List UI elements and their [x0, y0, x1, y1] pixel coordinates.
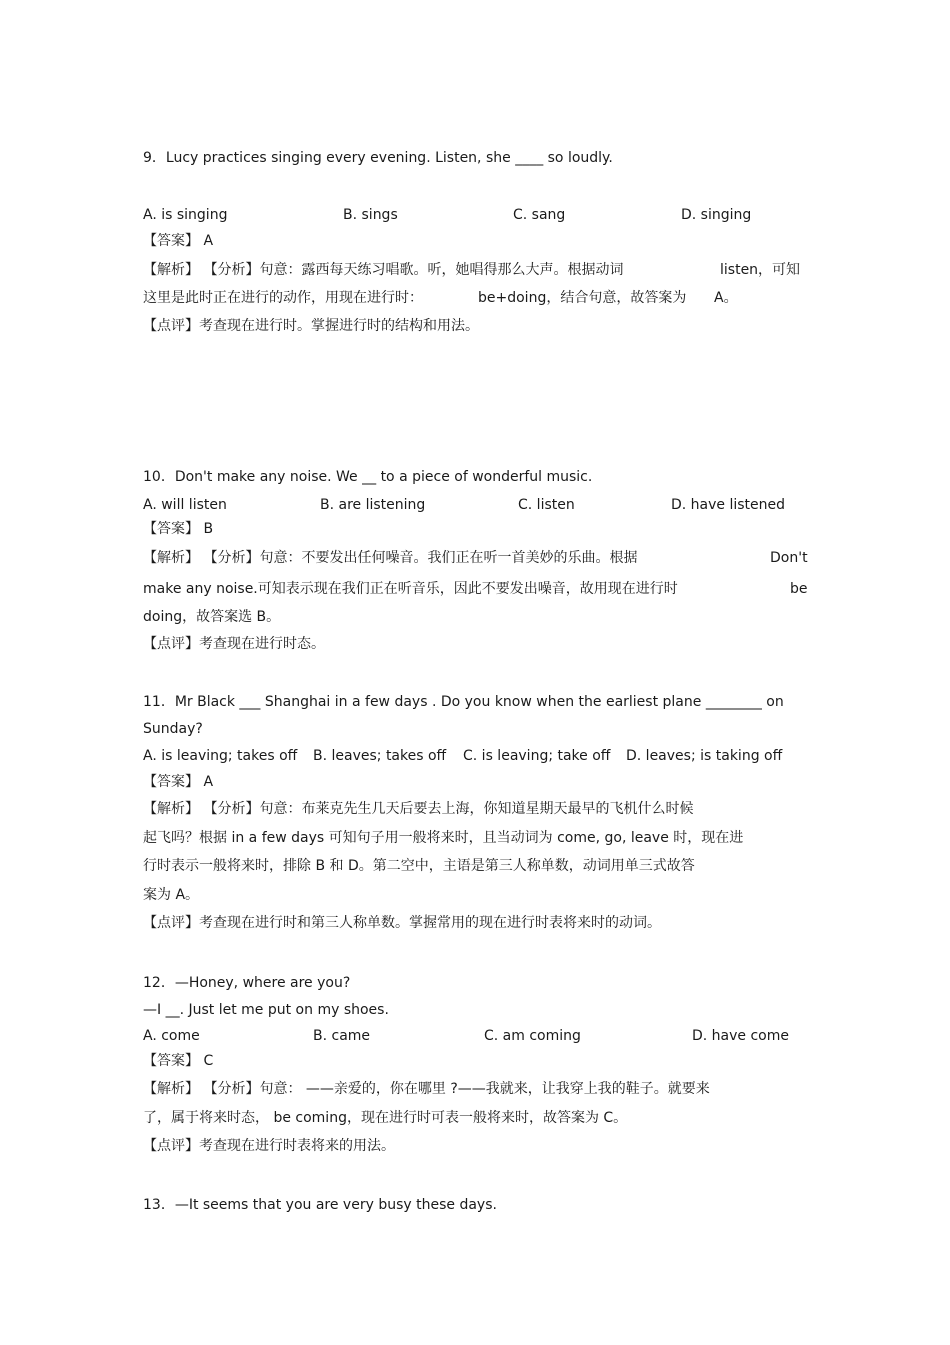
question-10-analysis-line-2-end: be	[790, 581, 808, 597]
question-10-option-a: A. will listen	[143, 497, 227, 513]
question-9-comment: 【点评】考查现在进行时。掌握进行时的结构和用法。	[143, 318, 479, 334]
question-10-comment: 【点评】考查现在进行时态。	[143, 636, 325, 652]
question-10-analysis-line-2: make any noise.可知表示现在我们正在听音乐，因此不要发出噪音，故用现在进行时	[143, 581, 678, 597]
question-12-option-a: A. come	[143, 1028, 200, 1044]
question-10-option-b: B. are listening	[320, 497, 426, 513]
question-12-option-c: C. am coming	[484, 1028, 581, 1044]
question-11-comment: 【点评】考查现在进行时和第三人称单数。掌握常用的现在进行时表将来时的动词。	[143, 915, 661, 931]
question-10-analysis-line-1: 【解析】 【分析】句意：不要发出任何噪音。我们正在听一首美妙的乐曲。根据	[143, 550, 638, 566]
question-10-answer: 【答案】 B	[143, 521, 214, 537]
question-9-analysis-line-1-end: listen，可知	[720, 262, 801, 278]
question-9-answer: 【答案】 A	[143, 233, 214, 249]
question-10-analysis-line-3: doing，故答案选 B。	[143, 609, 281, 625]
question-11-analysis-line-4: 案为 A。	[143, 887, 200, 903]
question-12-text-continued: —I __. Just let me put on my shoes.	[143, 1002, 389, 1018]
question-11-text-continued: Sunday?	[143, 721, 203, 737]
question-13-text: 13．—It seems that you are very busy these days.	[143, 1197, 497, 1213]
question-12-text: 12．—Honey, where are you?	[143, 975, 351, 991]
question-12-option-d: D. have come	[692, 1028, 789, 1044]
question-9-analysis-line-2-end: A。	[714, 290, 738, 306]
question-11-option-c: C. is leaving; take off	[463, 748, 611, 764]
question-11-analysis-line-2: 起飞吗？根据 in a few days 可知句子用一般将来时，且当动词为 come, go, leave 时，现在进	[143, 830, 744, 846]
question-9-analysis-line-1: 【解析】 【分析】句意：露西每天练习唱歌。听，她唱得那么大声。根据动词	[143, 262, 624, 278]
question-10-option-d: D. have listened	[671, 497, 786, 513]
question-9-option-a: A. is singing	[143, 207, 228, 223]
question-10-analysis-line-1-end: Don't	[770, 550, 808, 566]
question-11-analysis-line-3: 行时表示一般将来时，排除 B 和 D。第二空中，主语是第三人称单数，动词用单三式故答	[143, 858, 695, 874]
question-11-text: 11．Mr Black ___ Shanghai in a few days . Do you know when the earliest plane ________ on	[143, 694, 784, 710]
question-12-option-b: B. came	[313, 1028, 371, 1044]
question-12-analysis-line-2: 了，属于将来时态， be coming，现在进行时可表一般将来时，故答案为 C。	[143, 1110, 628, 1126]
question-11-analysis-line-1: 【解析】 【分析】句意：布莱克先生几天后要去上海，你知道星期天最早的飞机什么时候	[143, 801, 694, 817]
question-11-option-a: A. is leaving; takes off	[143, 748, 298, 764]
question-10-option-c: C. listen	[518, 497, 575, 513]
question-9-option-d: D. singing	[681, 207, 752, 223]
question-11-answer: 【答案】 A	[143, 774, 214, 790]
question-12-analysis-line-1: 【解析】 【分析】句意： ——亲爱的，你在哪里 ?——我就来，让我穿上我的鞋子。就要来	[143, 1081, 710, 1097]
question-9-option-b: B. sings	[343, 207, 398, 223]
question-9-text: 9．Lucy practices singing every evening. Listen, she ____ so loudly.	[143, 150, 613, 166]
question-9-option-c: C. sang	[513, 207, 566, 223]
question-9-analysis-line-2-mid: be+doing，结合句意，故答案为	[478, 290, 687, 306]
question-12-answer: 【答案】 C	[143, 1053, 214, 1069]
question-10-text: 10．Don't make any noise. We __ to a piece of wonderful music.	[143, 469, 593, 485]
question-12-comment: 【点评】考查现在进行时表将来的用法。	[143, 1138, 395, 1154]
question-11-option-b: B. leaves; takes off	[313, 748, 447, 764]
question-11-option-d: D. leaves; is taking off	[626, 748, 783, 764]
question-9-analysis-line-2: 这里是此时正在进行的动作，用现在进行时：	[143, 290, 423, 306]
